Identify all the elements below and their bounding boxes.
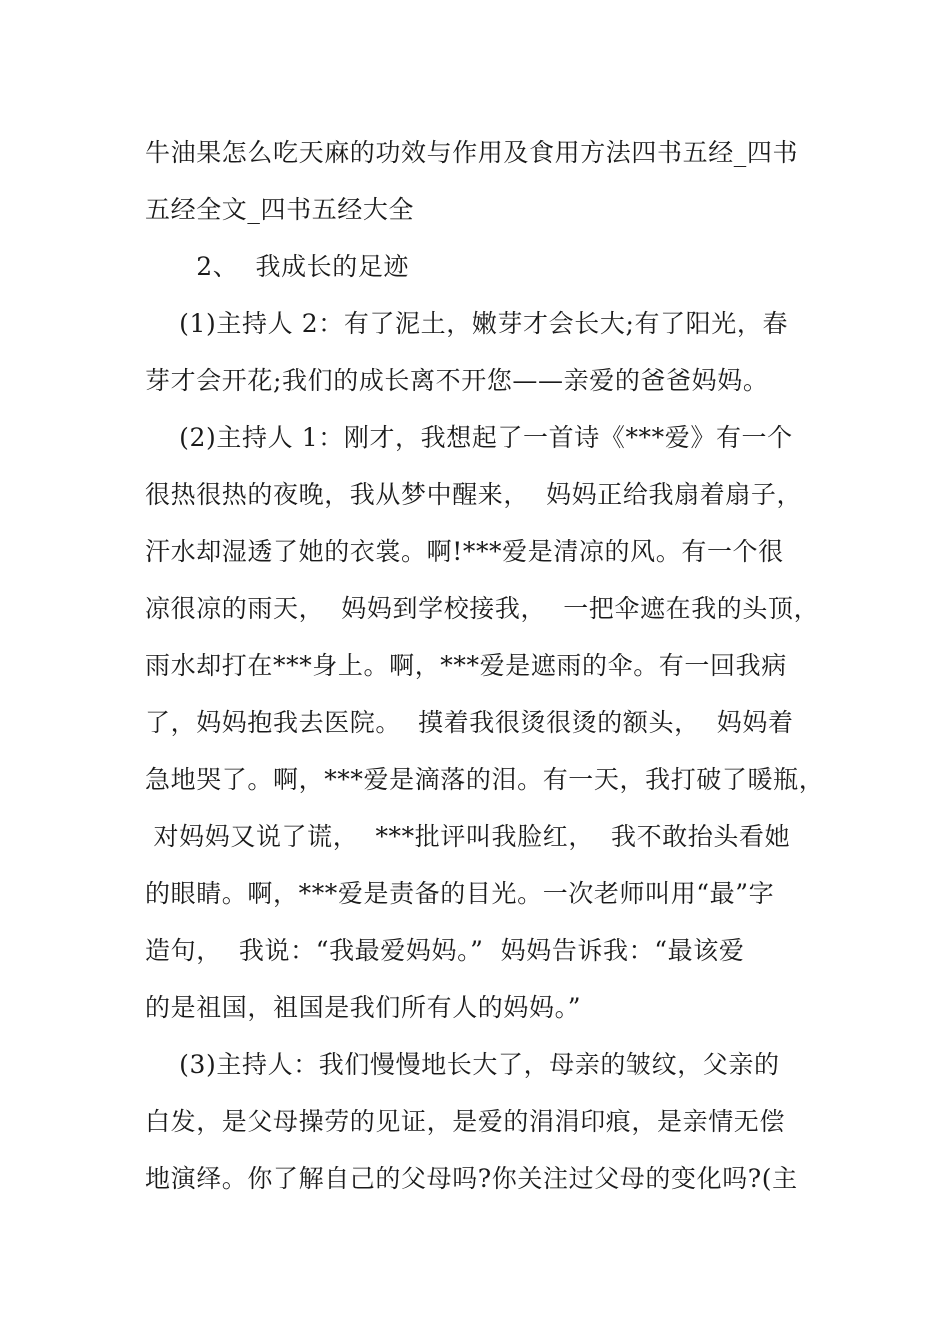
text-line: 的是祖国，祖国是我们所有人的妈妈。” (145, 993, 582, 1022)
text-line: 的眼睛。啊，***爱是责备的目光。一次老师叫用“最”字 (145, 879, 775, 908)
text-line: 造句， 我说：“我最爱妈妈。” 妈妈告诉我：“最该爱 (145, 936, 745, 965)
text-line: 汗水却湿透了她的衣裳。啊!***爱是清凉的风。有一个很 (145, 537, 784, 566)
text-line: 白发，是父母操劳的见证，是爱的涓涓印痕，是亲情无偿 (145, 1107, 786, 1136)
text-line: (3)主持人：我们慢慢地长大了，母亲的皱纹，父亲的 (145, 1050, 780, 1079)
text-line: 凉很凉的雨天， 妈妈到学校接我， 一把伞遮在我的头顶， (145, 594, 820, 623)
text-line: 急地哭了。啊，***爱是滴落的泪。有一天，我打破了暖瓶， (145, 765, 825, 794)
text-line: (2)主持人 1：刚才，我想起了一首诗《***爱》有一个 (145, 423, 793, 452)
section-heading: 2、 我成长的足迹 (145, 252, 410, 281)
text-line: 牛油果怎么吃天麻的功效与作用及食用方法四书五经_四书 (145, 138, 799, 167)
text-line: 了，妈妈抱我去医院。 摸着我很烫很烫的额头， 妈妈着 (145, 708, 794, 737)
text-line: 雨水却打在***身上。啊，***爱是遮雨的伞。有一回我病 (145, 651, 787, 680)
text-line: 很热很热的夜晚，我从梦中醒来， 妈妈正给我扇着扇子， (145, 480, 803, 509)
text-line: (1)主持人 2：有了泥土，嫩芽才会长大;有了阳光，春 (145, 309, 789, 338)
text-line: 对妈妈又说了谎， ***批评叫我脸红， 我不敢抬头看她 (145, 822, 791, 851)
text-line: 芽才会开花;我们的成长离不开您——亲爱的爸爸妈妈。 (145, 366, 769, 395)
text-line: 地演绎。你了解自己的父母吗?你关注过父母的变化吗?(主 (145, 1164, 798, 1193)
text-line: 五经全文_四书五经大全 (145, 195, 415, 224)
